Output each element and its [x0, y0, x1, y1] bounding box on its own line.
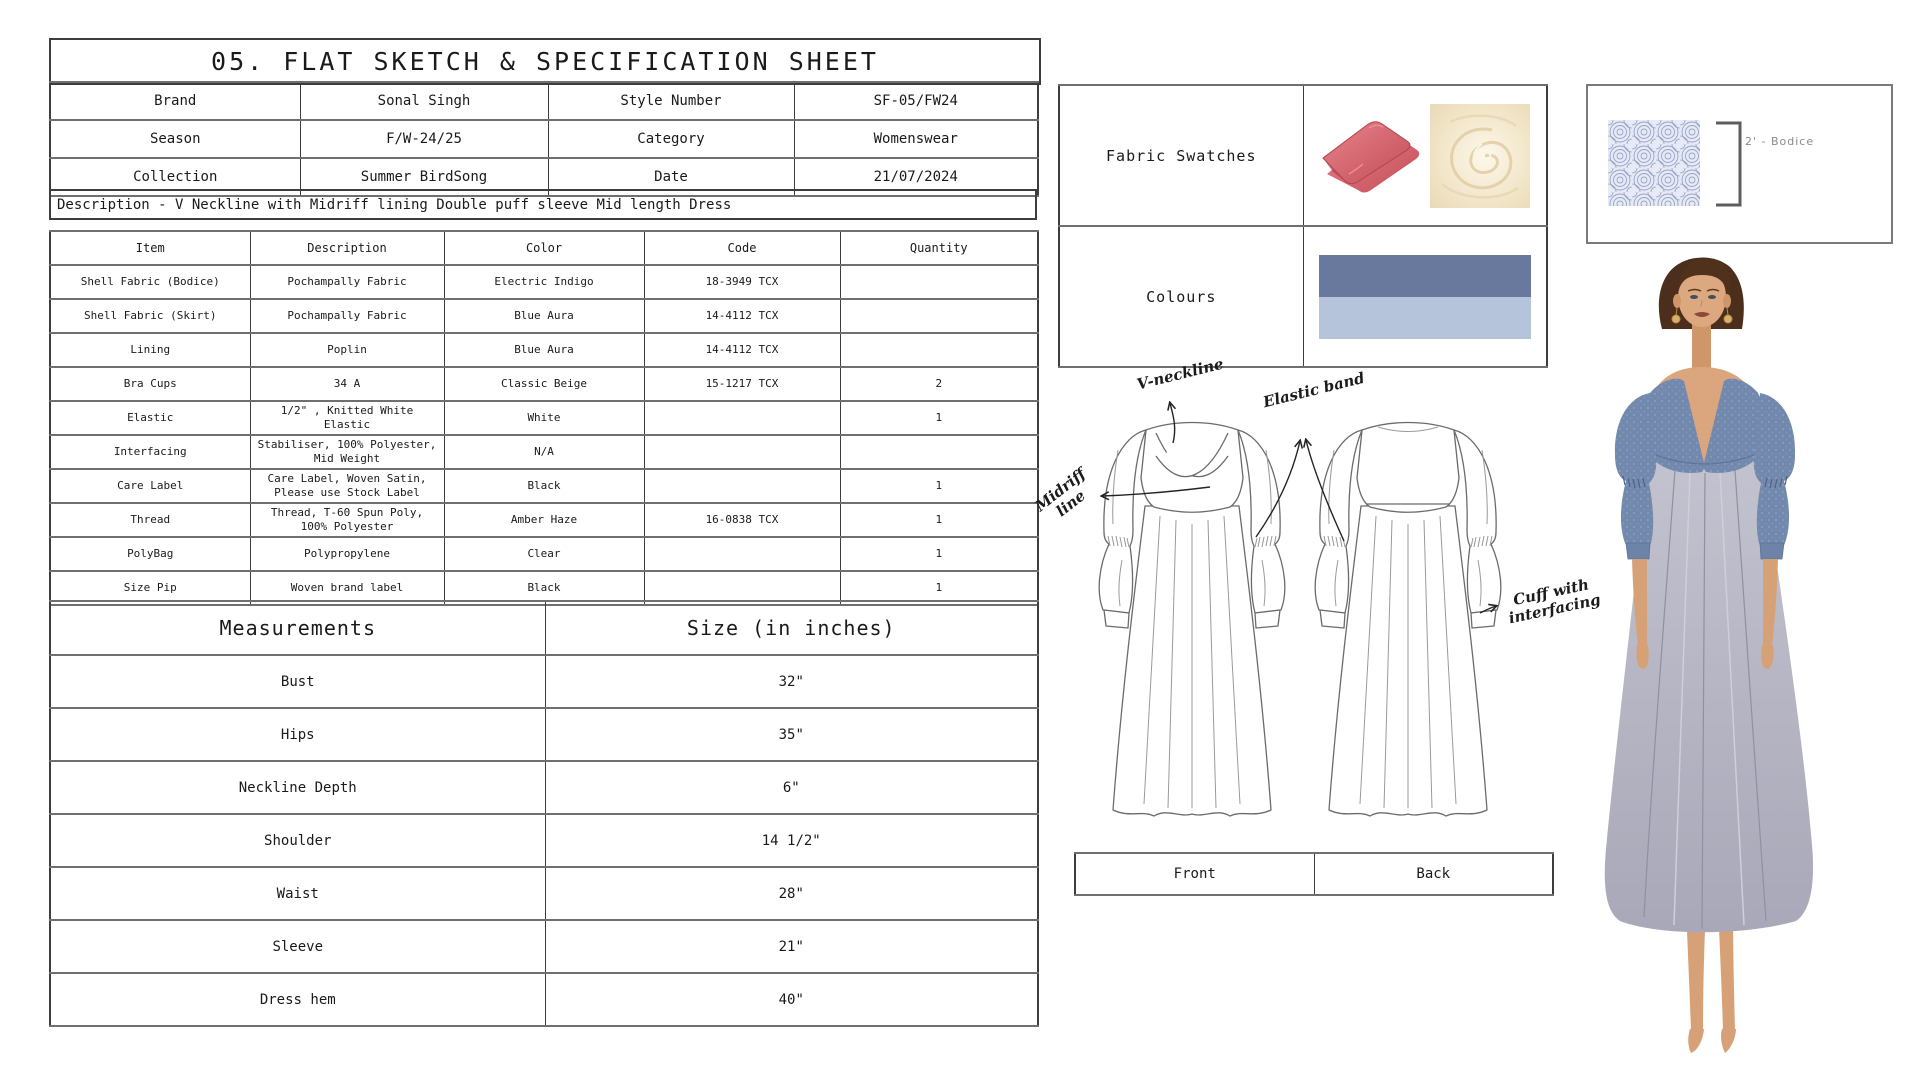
- info-value: 21/07/2024: [794, 158, 1038, 196]
- front-back-row: [1075, 853, 1553, 895]
- measure-label: Hips: [50, 708, 545, 761]
- qty-cell: 1: [840, 469, 1038, 503]
- desc-cell: Pochampally Fabric: [250, 265, 444, 299]
- code-cell: 16-0838 TCX: [644, 503, 840, 537]
- item-cell: Bra Cups: [50, 367, 250, 401]
- item-cell: Thread: [50, 503, 250, 537]
- measure-label: Waist: [50, 867, 545, 920]
- info-value: F/W-24/25: [300, 120, 548, 158]
- item-cell: Size Pip: [50, 571, 250, 605]
- fabric-swatches-cell: [1303, 85, 1547, 226]
- annotation-cuff-interfacing: Cuff with interfacing: [1507, 575, 1603, 628]
- qty-cell: [840, 333, 1038, 367]
- item-cell: Lining: [50, 333, 250, 367]
- table-row: [50, 537, 1038, 571]
- code-cell: 15-1217 TCX: [644, 367, 840, 401]
- measure-label: Bust: [50, 655, 545, 708]
- info-value: Sonal Singh: [300, 82, 548, 120]
- items-table: [49, 230, 1039, 606]
- item-cell: Shell Fabric (Bodice): [50, 265, 250, 299]
- flat-sketch-canvas: [1060, 365, 1560, 850]
- qty-cell: [840, 299, 1038, 333]
- code-cell: 14-4112 TCX: [644, 333, 840, 367]
- table-row: [50, 401, 1038, 435]
- measurements-header: Measurements: [50, 601, 545, 655]
- table-row: [50, 299, 1038, 333]
- measure-label: Sleeve: [50, 920, 545, 973]
- color-cell: Amber Haze: [444, 503, 644, 537]
- table-row: [50, 867, 1038, 920]
- measure-value: 6": [545, 761, 1038, 814]
- bodice-pattern-box: [1586, 84, 1893, 244]
- items-header: Description: [250, 231, 444, 265]
- qty-cell: 1: [840, 537, 1038, 571]
- info-value: Summer BirdSong: [300, 158, 548, 196]
- back-label: Back: [1314, 853, 1553, 895]
- color-cell: Blue Aura: [444, 333, 644, 367]
- front-flat-sketch: [1099, 423, 1285, 817]
- qty-cell: 1: [840, 401, 1038, 435]
- color-cell: N/A: [444, 435, 644, 469]
- code-cell: [644, 469, 840, 503]
- annotation-v-neckline: V-neckline: [1134, 354, 1226, 394]
- qty-cell: 1: [840, 571, 1038, 605]
- measure-label: Neckline Depth: [50, 761, 545, 814]
- color-cell: Black: [444, 571, 644, 605]
- colour-swatch-top: [1319, 255, 1531, 297]
- table-row: [50, 435, 1038, 469]
- front-back-table: [1074, 852, 1554, 896]
- item-cell: Care Label: [50, 469, 250, 503]
- items-header: Item: [50, 231, 250, 265]
- info-label: Style Number: [548, 82, 794, 120]
- desc-cell: 1/2" , Knitted White Elastic: [250, 401, 444, 435]
- annotation-elastic-band: Elastic band: [1261, 368, 1367, 412]
- code-cell: 18-3949 TCX: [644, 265, 840, 299]
- color-cell: Black: [444, 469, 644, 503]
- measure-label: Dress hem: [50, 973, 545, 1026]
- bodice-bracket: [1712, 120, 1746, 208]
- desc-cell: Stabiliser, 100% Polyester, Mid Weight: [250, 435, 444, 469]
- measurements-header-row: [50, 601, 1038, 655]
- qty-cell: 1: [840, 503, 1038, 537]
- item-cell: Interfacing: [50, 435, 250, 469]
- measure-value: 28": [545, 867, 1038, 920]
- item-cell: PolyBag: [50, 537, 250, 571]
- table-row: [50, 761, 1038, 814]
- items-header: Code: [644, 231, 840, 265]
- color-cell: Blue Aura: [444, 299, 644, 333]
- info-label: Category: [548, 120, 794, 158]
- item-cell: Shell Fabric (Skirt): [50, 299, 250, 333]
- desc-cell: Care Label, Woven Satin, Please use Stock Label: [250, 469, 444, 503]
- swatch-panel: [1058, 84, 1548, 368]
- code-cell: [644, 537, 840, 571]
- items-header-row: [50, 231, 1038, 265]
- table-row: [50, 333, 1038, 367]
- code-cell: [644, 435, 840, 469]
- desc-cell: 34 A: [250, 367, 444, 401]
- items-header: Quantity: [840, 231, 1038, 265]
- table-row: [50, 655, 1038, 708]
- info-label: Season: [50, 120, 300, 158]
- table-row: [50, 814, 1038, 867]
- info-value: SF-05/FW24: [794, 82, 1038, 120]
- table-row: [50, 265, 1038, 299]
- bodice-pattern-swatch: [1608, 120, 1700, 206]
- qty-cell: [840, 435, 1038, 469]
- info-label: Brand: [50, 82, 300, 120]
- info-label: Date: [548, 158, 794, 196]
- desc-cell: Pochampally Fabric: [250, 299, 444, 333]
- table-row: [50, 708, 1038, 761]
- table-row: [50, 367, 1038, 401]
- fabric-swatches-row: [1059, 85, 1547, 226]
- annotation-midriff-line: Midriff line: [1031, 464, 1090, 521]
- color-cell: Classic Beige: [444, 367, 644, 401]
- info-row: [50, 82, 1038, 120]
- cream-cotton-fabric-swatch: [1430, 104, 1530, 208]
- front-label: Front: [1075, 853, 1314, 895]
- size-header: Size (in inches): [545, 601, 1038, 655]
- colour-bars: [1319, 255, 1531, 339]
- bodice-label: 2' - Bodice: [1745, 135, 1815, 148]
- colours-label: Colours: [1059, 226, 1303, 367]
- desc-cell: Thread, T-60 Spun Poly, 100% Polyester: [250, 503, 444, 537]
- fabric-swatches-label: Fabric Swatches: [1059, 85, 1303, 226]
- desc-cell: Woven brand label: [250, 571, 444, 605]
- code-cell: 14-4112 TCX: [644, 299, 840, 333]
- fashion-illustration: [1590, 245, 1890, 1055]
- description-text: Description - V Neckline with Midriff lining Double puff sleeve Mid length Dress: [57, 196, 732, 213]
- info-row: [50, 120, 1038, 158]
- desc-cell: Polypropylene: [250, 537, 444, 571]
- measure-value: 21": [545, 920, 1038, 973]
- color-cell: Clear: [444, 537, 644, 571]
- item-cell: Elastic: [50, 401, 250, 435]
- qty-cell: [840, 265, 1038, 299]
- info-label: Collection: [50, 158, 300, 196]
- description-row: [49, 189, 1037, 220]
- color-cell: Electric Indigo: [444, 265, 644, 299]
- page-title: 05. FLAT SKETCH & SPECIFICATION SHEET: [49, 38, 1041, 85]
- colour-swatch-bottom: [1319, 297, 1531, 339]
- colours-cell: [1303, 226, 1547, 367]
- table-row: [50, 973, 1038, 1026]
- info-table: [49, 81, 1039, 197]
- color-cell: White: [444, 401, 644, 435]
- colours-row: [1059, 226, 1547, 367]
- table-row: [50, 503, 1038, 537]
- measure-value: 14 1/2": [545, 814, 1038, 867]
- items-header: Color: [444, 231, 644, 265]
- measure-label: Shoulder: [50, 814, 545, 867]
- measurements-table: [49, 600, 1039, 1027]
- desc-cell: Poplin: [250, 333, 444, 367]
- table-row: [50, 920, 1038, 973]
- info-value: Womenswear: [794, 120, 1038, 158]
- measure-value: 35": [545, 708, 1038, 761]
- coral-red-fabric-swatch: [1319, 114, 1425, 198]
- table-row: [50, 469, 1038, 503]
- qty-cell: 2: [840, 367, 1038, 401]
- code-cell: [644, 401, 840, 435]
- measure-value: 40": [545, 973, 1038, 1026]
- back-flat-sketch: [1315, 423, 1501, 817]
- measure-value: 32": [545, 655, 1038, 708]
